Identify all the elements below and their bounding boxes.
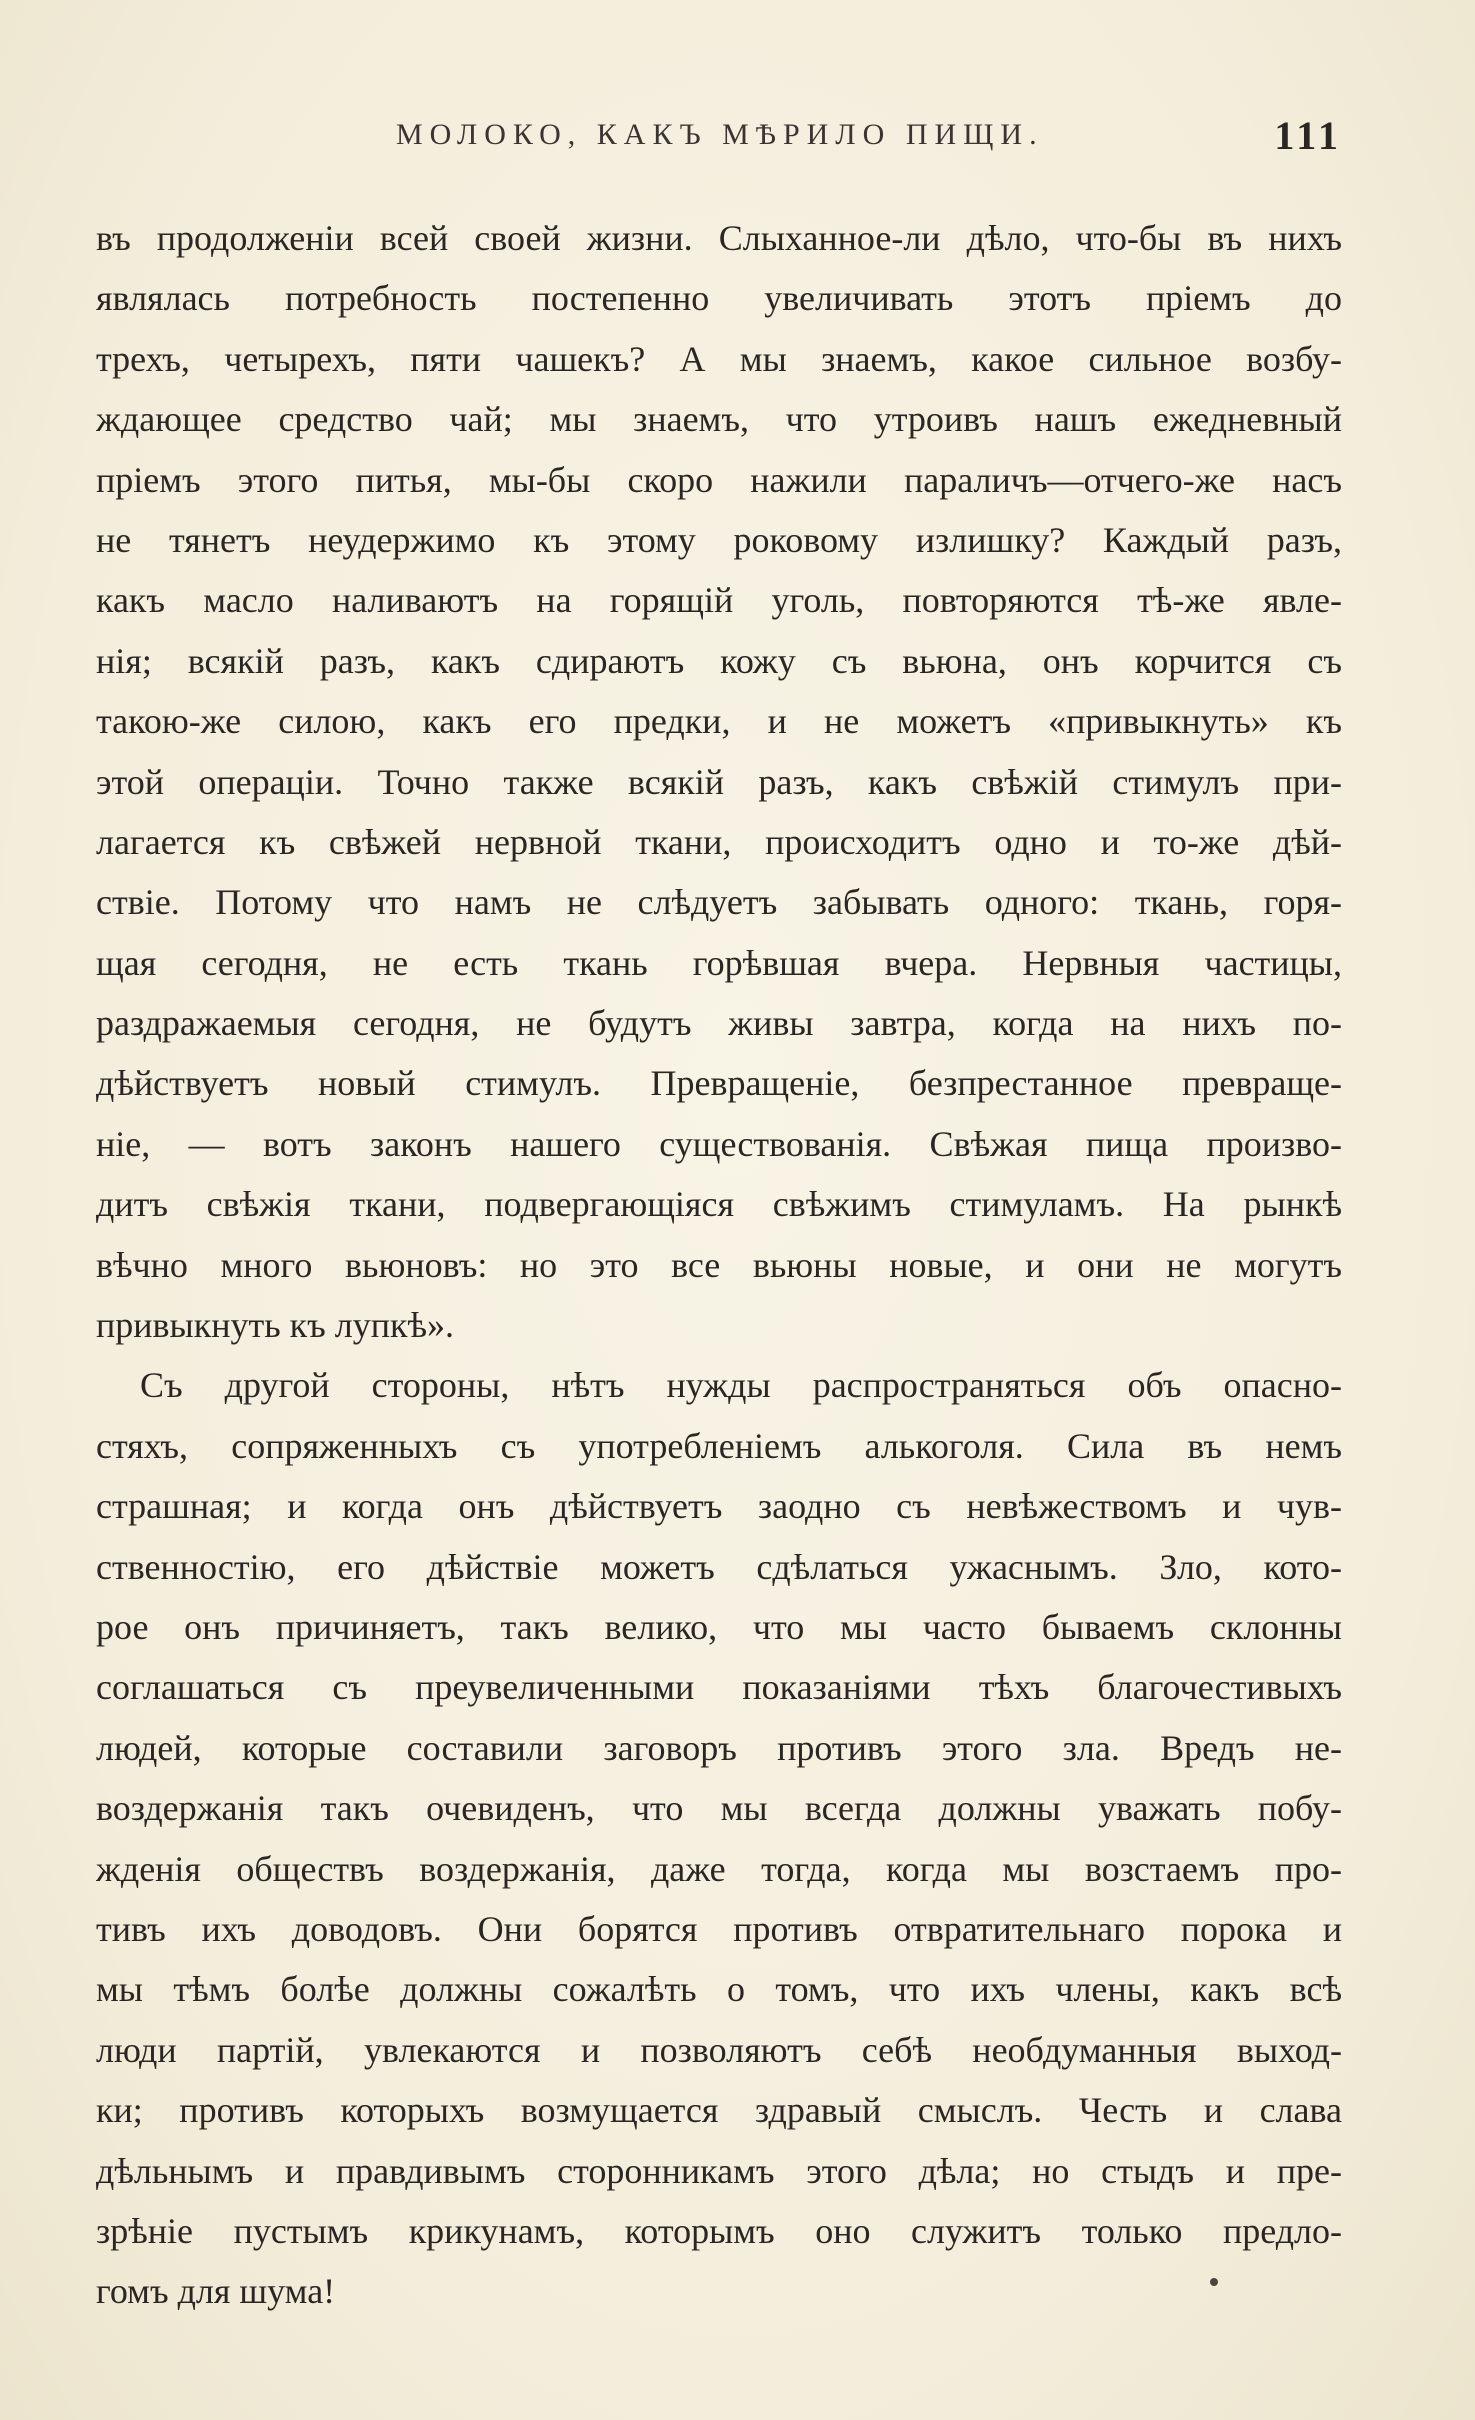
text-line: трехъ, четырехъ, пяти чашекъ? А мы знаемъ, какое сильное возбу- — [96, 338, 1342, 379]
text-line: ки; противъ которыхъ возмущается здравый смыслъ. Честь и слава — [96, 2090, 1342, 2131]
text-line: раздражаемыя сегодня, не будутъ живы завтра, когда на нихъ по- — [96, 1003, 1342, 1044]
text-line: жденія обществъ воздержанія, даже тогда, когда мы возстаемъ про- — [96, 1848, 1342, 1889]
text-line: тивъ ихъ доводовъ. Они борятся противъ отвратительнаго порока и — [96, 1908, 1342, 1949]
text-line: ніе, — вотъ законъ нашего существованія. Свѣжая пища произво- — [96, 1123, 1342, 1164]
text-line: пріемъ этого питья, мы-бы скоро нажили параличъ—отчего-же насъ — [96, 459, 1342, 500]
text-line: дитъ свѣжія ткани, подвергающіяся свѣжимъ стимуламъ. На рынкѣ — [96, 1184, 1342, 1225]
text-line: люди партій, увлекаются и позволяютъ себѣ необдуманныя выход- — [96, 2029, 1342, 2070]
text-line: въ продолженіи всей своей жизни. Слыханное-ли дѣло, что-бы въ нихъ — [96, 218, 1342, 258]
running-title: МОЛОКО, КАКЪ МѢРИЛО ПИЩИ. — [396, 118, 1044, 151]
text-line: ствіе. Потому что намъ не слѣдуетъ забывать одного: ткань, горя- — [96, 882, 1342, 923]
page-number: 111 — [1274, 113, 1342, 158]
text-line: лагается къ свѣжей нервной ткани, происходитъ одно и то-же дѣй- — [96, 821, 1342, 862]
text-line: воздержанія такъ очевиденъ, что мы всегда должны уважать побу- — [96, 1788, 1342, 1829]
text-line: этой операціи. Точно также всякій разъ, какъ свѣжій стимулъ при- — [96, 761, 1342, 802]
text-line: зрѣніе пустымъ крикунамъ, которымъ оно служитъ только предло- — [96, 2210, 1342, 2251]
text-line: ственностію, его дѣйствіе можетъ сдѣлаться ужаснымъ. Зло, кото- — [96, 1546, 1342, 1587]
text-line: стяхъ, сопряженныхъ съ употребленіемъ алькоголя. Сила въ немъ — [96, 1425, 1342, 1466]
text-line: щая сегодня, не есть ткань горѣвшая вчера. Нервныя частицы, — [96, 942, 1342, 983]
ink-speck — [1210, 2278, 1218, 2286]
text-line: дѣйствуетъ новый стимулъ. Превращеніе, безпрестанное превраще- — [96, 1063, 1342, 1104]
text-line: людей, которые составили заговоръ противъ этого зла. Вредъ не- — [96, 1727, 1342, 1768]
paragraph-end-line: гомъ для шума! — [96, 2271, 336, 2312]
body-text — [96, 208, 1342, 2322]
text-line: рое онъ причиняетъ, такъ велико, что мы часто бываемъ склонны — [96, 1606, 1342, 1647]
text-line: соглашаться съ преувеличенными показаніями тѣхъ благочестивыхъ — [96, 1667, 1342, 1708]
text-line: вѣчно много вьюновъ: но это все вьюны новые, и они не могутъ — [96, 1244, 1342, 1285]
paragraph-start-line: Съ другой стороны, нѣтъ нужды распространяться объ опасно- — [140, 1365, 1342, 1406]
text-line: мы тѣмъ болѣе должны сожалѣть о томъ, что ихъ члены, какъ всѣ — [96, 1969, 1342, 2010]
text-line: такою-же силою, какъ его предки, и не можетъ «привыкнуть» къ — [96, 701, 1342, 742]
text-line: дѣльнымъ и правдивымъ сторонникамъ этого дѣла; но стыдъ и пре- — [96, 2150, 1342, 2191]
text-line: нія; всякій разъ, какъ сдираютъ кожу съ вьюна, онъ корчится съ — [96, 640, 1342, 681]
paragraph-end-line: привыкнуть къ лупкѣ». — [96, 1305, 454, 1346]
text-line: страшная; и когда онъ дѣйствуетъ заодно съ невѣжествомъ и чув- — [96, 1486, 1342, 1527]
running-head — [96, 112, 1342, 162]
text-line: ждающее средство чай; мы знаемъ, что утроивъ нашъ ежедневный — [96, 399, 1342, 440]
text-line: какъ масло наливаютъ на горящій уголь, повторяются тѣ-же явле- — [96, 580, 1342, 621]
text-line: не тянетъ неудержимо къ этому роковому излишку? Каждый разъ, — [96, 519, 1342, 560]
text-line: являлась потребность постепенно увеличивать этотъ пріемъ до — [96, 278, 1342, 319]
